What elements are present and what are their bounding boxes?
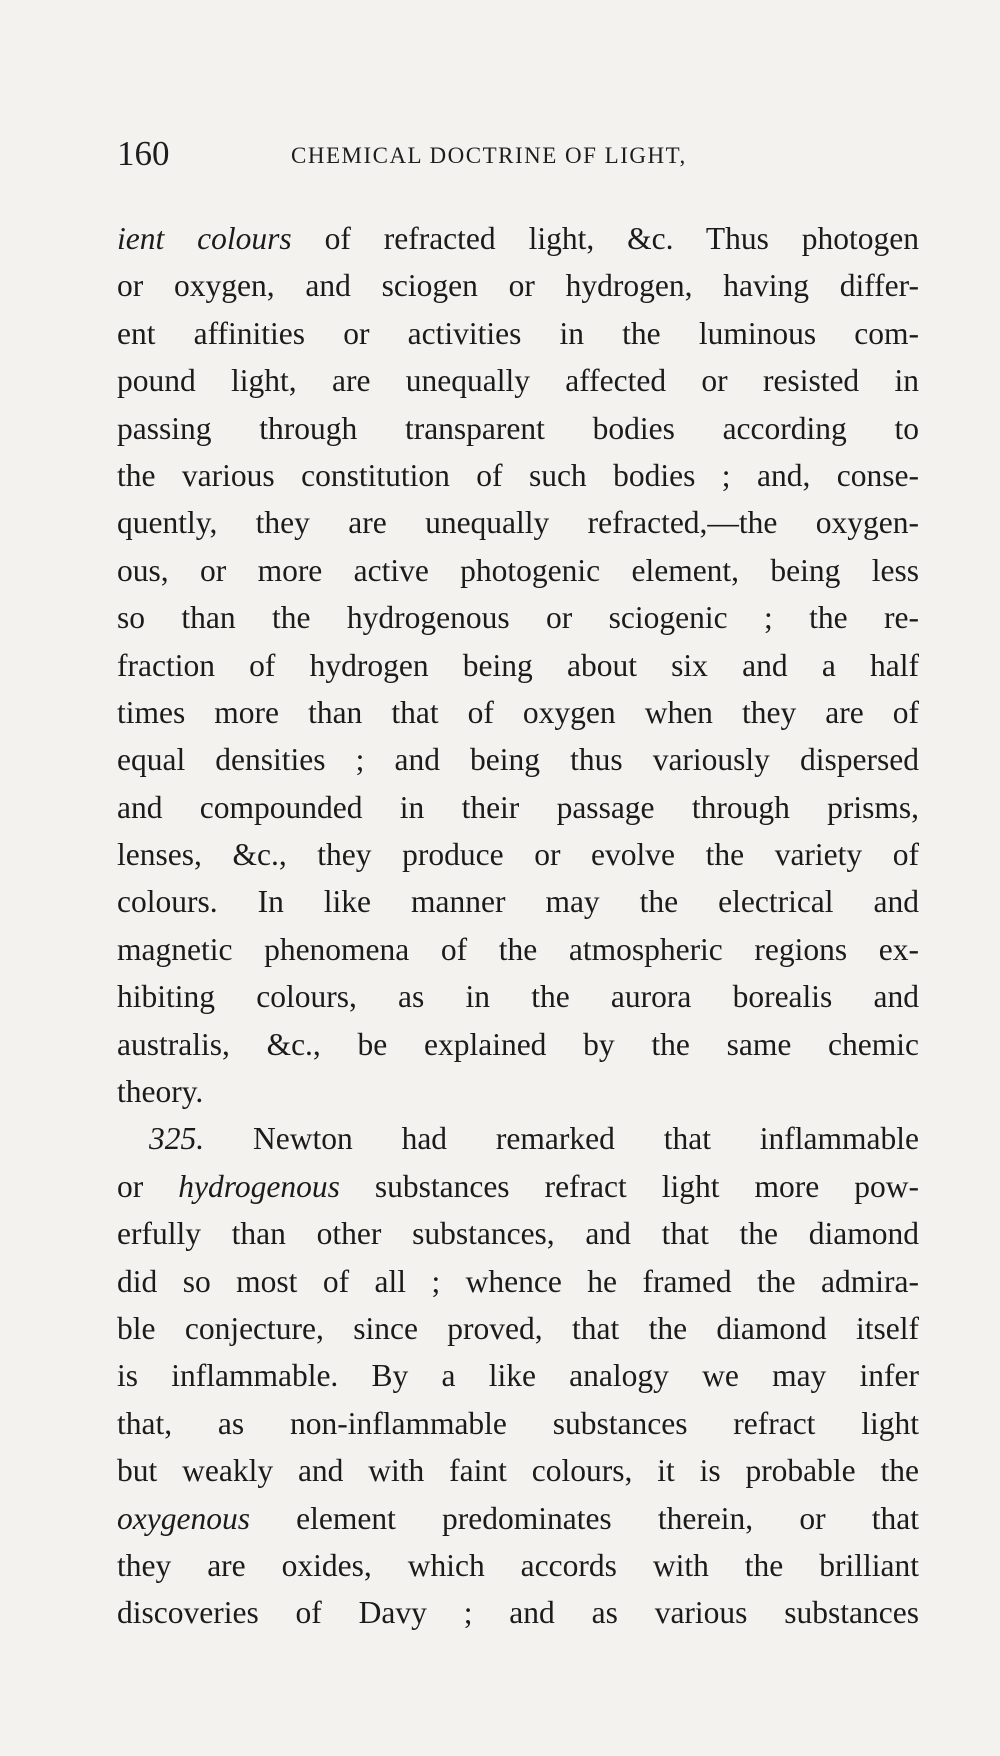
text-run: ble conjecture, since proved, that the diamond itself [117,1310,919,1346]
text-line [117,262,919,309]
body-text [117,215,919,1637]
text-run: but weakly and with faint colours, it is probable the [117,1453,919,1489]
text-run: theory. [117,1074,204,1110]
text-run: of refracted light, &c. Thus photogen [291,221,919,256]
text-run: discoveries of Davy ; and as various substances [117,1595,919,1631]
text-run: australis, &c., be explained by the same chemic [117,1026,919,1062]
text-run: colours. In like manner may the electrical and [117,884,919,920]
text-run: did so most of all ; whence he framed the admira- [117,1263,919,1299]
text-line [117,499,919,546]
text-run: erfully than other substances, and that the diamond [117,1216,919,1252]
text-line [117,736,919,783]
italic-run: ient colours [117,221,292,256]
text-line [117,1589,919,1636]
text-run: is inflammable. By a like analogy we may infer [117,1358,919,1394]
text-line [117,1447,919,1494]
text-line [117,831,919,878]
text-line [117,1305,919,1352]
text-line [117,1400,919,1447]
text-run: fraction of hydrogen being about six and a half [117,647,919,683]
text-run: passing through transparent bodies according to [117,410,919,446]
text-run: times more than that of oxygen when they are of [117,694,919,730]
page-number: 160 [117,134,170,173]
text-run: or [117,1168,179,1204]
text-line [117,926,919,973]
text-run: ent affinities or activities in the luminous com- [117,315,919,351]
text-run: element predominates therein, or that [249,1500,919,1536]
text-run: they are oxides, which accords with the brilliant [117,1547,919,1583]
text-line [117,405,919,452]
text-line [117,1163,919,1210]
text-line [117,215,919,262]
text-run: that, as non-inflammable substances refract light [117,1405,919,1441]
italic-run: oxygenous [117,1500,250,1536]
text-run: magnetic phenomena of the atmospheric regions ex- [117,931,919,967]
text-run: and compounded in their passage through prisms, [117,789,919,825]
text-run: or oxygen, and sciogen or hydrogen, having differ- [117,268,919,304]
text-line [117,1115,919,1162]
text-line [117,878,919,925]
text-run: ous, or more active photogenic element, being less [117,552,919,588]
text-line [117,1542,919,1589]
text-line [117,973,919,1020]
text-run: lenses, &c., they produce or evolve the variety of [117,837,919,873]
text-line [117,452,919,499]
text-line [117,784,919,831]
text-run: quently, they are unequally refracted,—the oxygen- [117,505,919,541]
text-line [117,642,919,689]
text-line [117,547,919,594]
running-head: CHEMICAL DOCTRINE OF LIGHT, [291,143,687,168]
italic-run: 325. [149,1121,205,1157]
text-line [117,1021,919,1068]
text-line [117,1352,919,1399]
text-line [117,1495,919,1542]
text-line [117,689,919,736]
text-line [117,1210,919,1257]
text-run: hibiting colours, as in the aurora borealis and [117,979,919,1015]
text-run: the various constitution of such bodies ; and, conse- [117,457,919,493]
text-run: Newton had remarked that inflammable [204,1121,919,1157]
text-line [117,1068,919,1115]
text-run: substances refract light more pow- [339,1168,919,1204]
text-line [117,357,919,404]
text-run: equal densities ; and being thus variously dispersed [117,742,919,778]
page-header [117,134,917,182]
italic-run: hydrogenous [178,1168,340,1204]
text-line [117,594,919,641]
text-line [117,310,919,357]
text-run: pound light, are unequally affected or resisted in [117,363,919,399]
text-run: so than the hydrogenous or sciogenic ; the re- [117,600,919,636]
text-line [117,1258,919,1305]
